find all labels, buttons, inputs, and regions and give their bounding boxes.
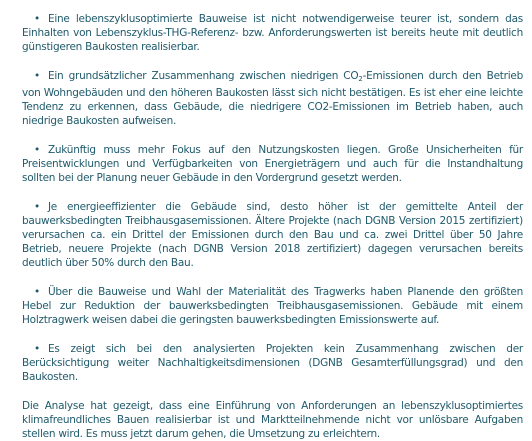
bullet-paragraph-6 — [22, 342, 523, 384]
closing-paragraph: Die Analyse hat gezeigt, dass eine Einführung von Anforderungen an lebenszyklusoptimiertes klimafreundliches Bauen realisierbar ist und Marktteilnehmende nicht vor unlösbare Aufgaben stellen wird. Es muss jetzt darum gehen, die Umsetzung zu erleichtern. — [22, 400, 523, 440]
bullet-marker: • — [34, 286, 40, 298]
bullet-text-3: Zukünftig muss mehr Fokus auf den Nutzungskosten liegen. Große Unsicherheiten für Preisentwicklungen und Verfügbarkeiten von Energieträgern und auch für die Instandhaltung sollten bei der Planung neuer Gebäude in den Vordergrund gesetzt werden. — [22, 144, 523, 184]
bullet-text-4: Je energieeffizienter die Gebäude sind, desto höher ist der gemittelte Anteil der bauwerksbedingten Treibhausgasemissionen. Ältere Projekte (nach DGNB Version 2015 zertifiziert) verursachen ca. ein Drittel der Emissionen durch den Bau und ca. zwei Drittel über 50 Jahre Betrieb, neuere Projekte (nach DGNB Version 2018 zertifiziert) dagegen verursachen bereits deutlich über 50% durch den Bau. — [22, 201, 523, 269]
bullet-paragraph-5 — [22, 285, 523, 327]
bullet-marker: • — [34, 201, 40, 213]
bullet-text-5: Über die Bauweise und Wahl der Materialität des Tragwerks haben Planende den größten Hebel zur Reduktion der bauwerksbedingten Treibhausgasemissionen. Gebäude mit einem Holztragwerk weisen dabei die geringsten bauwerksbedingten Emissionswerte auf. — [22, 286, 523, 326]
co2-subscript: 2 — [358, 75, 363, 83]
document-body — [22, 12, 523, 441]
bullet-text-2-start: Ein grundsätzlicher Zusammenhang zwischen niedrigen CO — [47, 70, 359, 82]
bullet-paragraph-1 — [22, 12, 523, 54]
bullet-marker: • — [34, 13, 40, 25]
bullet-text-1: Eine lebenszyklusoptimierte Bauweise ist nicht notwendigerweise teurer ist, sondern das Einhalten von Lebenszyklus-THG-Referenz- bzw. Anforderungswerten ist bereits heute mit deutlich günstigeren Baukosten realisierbar. — [22, 13, 523, 53]
bullet-marker: • — [34, 70, 40, 82]
bullet-text-6: Es zeigt sich bei den analysierten Projekten kein Zusammenhang zwischen der Berücksichtigung weiter Nachhaltigkeitsdimensionen (DGNB Gesamterfüllungsgrad) und den Baukosten. — [22, 343, 523, 383]
bullet-paragraph-3 — [22, 143, 523, 185]
bullet-paragraph-2 — [22, 69, 523, 128]
bullet-marker: • — [34, 144, 40, 156]
bullet-text-2-end: -Emissionen durch den Betrieb von Wohngebäuden und den höheren Baukosten lässt sich nicht bestätigen. Es ist eher eine leichte Tendenz zu erkennen, dass Gebäude, die niedrigere CO2-Emissionen im Betrieb haben, auch niedrige Baukosten aufweisen. — [22, 70, 524, 127]
bullet-paragraph-4 — [22, 200, 523, 270]
bullet-marker: • — [34, 343, 40, 355]
